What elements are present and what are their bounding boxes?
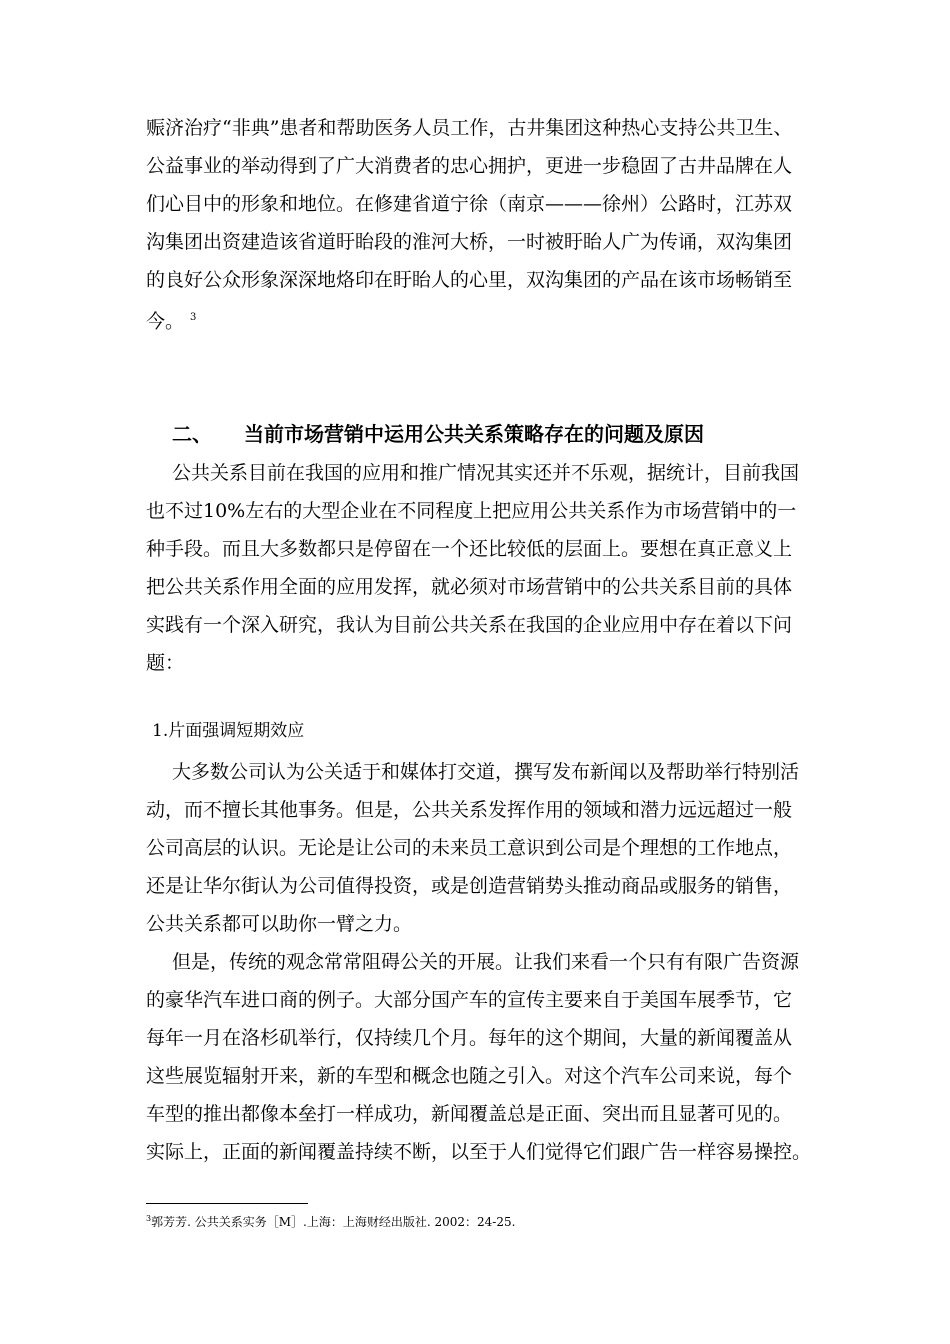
paragraph-short-term-line: 动，而不擅长其他事务。但是，公共关系发挥作用的领域和潜力远远超过一般: [146, 799, 793, 821]
paragraph-top-line: 沟集团出资建造该省道盱眙段的淮河大桥，一时被盱眙人广为传诵，双沟集团: [146, 231, 793, 253]
footnote-divider: [146, 1203, 308, 1204]
paragraph-tradition-line: 的豪华汽车进口商的例子。大部分国产车的宣传主要来自于美国车展季节，它: [146, 989, 793, 1011]
paragraph-short-term-line: 还是让华尔街认为公司值得投资，或是创造营销势头推动商品或服务的销售，: [146, 875, 793, 897]
paragraph-top-last-line: [146, 305, 196, 334]
paragraph-intro-line: 题：: [146, 652, 185, 674]
paragraph-intro-line: 把公共关系作用全面的应用发挥，就必须对市场营销中的公共关系目前的具体: [146, 576, 793, 598]
paragraph-tradition-line: 每年一月在洛杉矶举行，仅持续几个月。每年的这个期间，大量的新闻覆盖从: [146, 1027, 793, 1049]
paragraph-intro-line: 也不过10%左右的大型企业在不同程度上把应用公共关系作为市场营销中的一: [146, 500, 797, 522]
paragraph-intro-line: 实践有一个深入研究，我认为目前公共关系在我国的企业应用中存在着以下问: [146, 614, 793, 636]
paragraph-short-term-line: 大多数公司认为公关适于和媒体打交道，撰写发布新闻以及帮助举行特别活: [172, 761, 800, 783]
paragraph-top-line: 赈济治疗“非典”患者和帮助医务人员工作，古井集团这种热心支持公共卫生、: [146, 117, 793, 139]
paragraph-tradition-line: 实际上，正面的新闻覆盖持续不断，以至于人们觉得它们跟广告一样容易操控。: [146, 1141, 812, 1163]
footnote-text: 郭芳芳. 公共关系实务［M］.上海：上海财经出版社. 2002：24-25.: [151, 1215, 516, 1229]
footnote-number: 3: [146, 1214, 152, 1223]
section-number: 二、: [172, 422, 212, 446]
paragraph-top-line-text: 今。: [146, 310, 185, 333]
footnote-reference: 3: [190, 312, 197, 323]
paragraph-short-term-line: 公共关系都可以助你一臂之力。: [146, 913, 413, 935]
paragraph-tradition-line: 车型的推出都像本垒打一样成功，新闻覆盖总是正面、突出而且显著可见的。: [146, 1103, 793, 1125]
footnote: [146, 1210, 515, 1231]
paragraph-tradition-line: 但是，传统的观念常常阻碍公关的开展。让我们来看一个只有有限广告资源: [172, 951, 800, 973]
subheading: 1.片面强调短期效应: [152, 721, 305, 741]
paragraph-top-line: 的良好公众形象深深地烙印在盱眙人的心里，双沟集团的产品在该市场畅销至: [146, 269, 793, 291]
paragraph-intro-line: 公共关系目前在我国的应用和推广情况其实还并不乐观，据统计，目前我国: [172, 462, 800, 484]
section-heading: [172, 420, 704, 448]
paragraph-top-line: 们心目中的形象和地位。在修建省道宁徐（南京———徐州）公路时，江苏双: [146, 193, 793, 215]
section-title: 当前市场营销中运用公共关系策略存在的问题及原因: [244, 422, 704, 446]
paragraph-tradition-line: 这些展览辐射开来，新的车型和概念也随之引入。对这个汽车公司来说，每个: [146, 1065, 793, 1087]
paragraph-intro-line: 种手段。而且大多数都只是停留在一个还比较低的层面上。要想在真正意义上: [146, 538, 793, 560]
paragraph-top-line: 公益事业的举动得到了广大消费者的忠心拥护，更进一步稳固了古井品牌在人: [146, 155, 793, 177]
paragraph-short-term-line: 公司高层的认识。无论是让公司的未来员工意识到公司是个理想的工作地点，: [146, 837, 793, 859]
